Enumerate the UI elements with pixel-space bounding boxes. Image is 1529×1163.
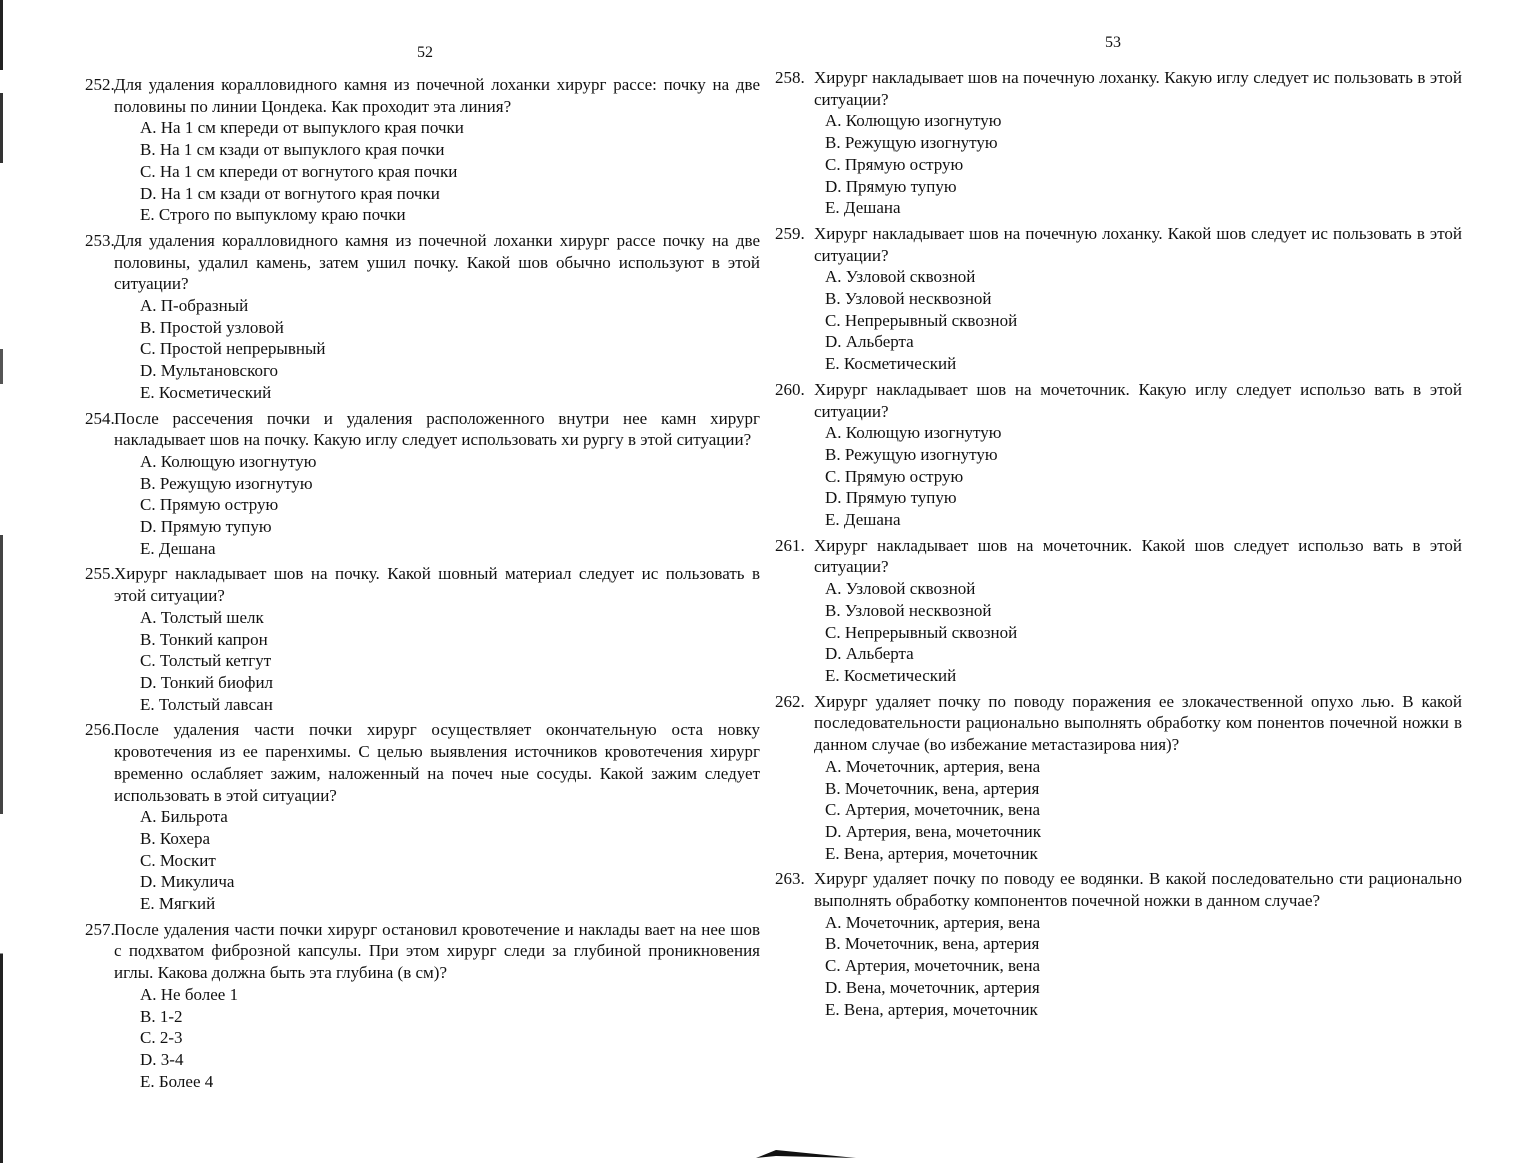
answer-option: E. Строго по выпуклому краю почки xyxy=(140,205,406,225)
answer-option: E. Более 4 xyxy=(140,1071,214,1091)
answer-option: D. Мультановского xyxy=(140,361,279,381)
answer-option: E. Косметический xyxy=(825,354,957,374)
question-260 xyxy=(772,379,1462,531)
question-255 xyxy=(60,563,760,715)
question-number: 259. xyxy=(775,223,805,243)
question-list xyxy=(60,74,760,1096)
question-body: Хирург накладывает шов на почечную лоханку. Какой шов следует ис пользовать в этой ситуации? xyxy=(814,223,1462,265)
question-252 xyxy=(60,74,760,226)
answer-option: D. Прямую тупую xyxy=(825,176,957,196)
question-list xyxy=(772,67,1462,1024)
question-number: 258. xyxy=(775,68,805,87)
question-body: После рассечения почки и удаления расположенного внутри нее камн хирург накладывает шов на почку. Какую иглу следует использовать хи рургу в этой ситуации? xyxy=(114,408,760,450)
question-text xyxy=(60,919,760,984)
answer-option: A. Толстый шелк xyxy=(140,607,264,627)
answer-option: A. Не более 1 xyxy=(140,984,239,1004)
answer-option: D. На 1 см кзади от вогнутого края почки xyxy=(140,183,440,203)
answer-option: B. Узловой несквозной xyxy=(825,289,992,309)
question-number: 257. xyxy=(85,919,115,939)
answer-option: C. Прямую острую xyxy=(825,466,964,486)
answer-option: B. Мочеточник, вена, артерия xyxy=(825,778,1040,798)
scan-edge-shadow xyxy=(0,0,3,1163)
question-body: Для удаления коралловидного камня из почечной лоханки хирург рассе: почку на две половины по линии Цондека. Как проходит эта линия? xyxy=(114,75,760,116)
answer-option: B. Тонкий капрон xyxy=(140,629,268,649)
question-text xyxy=(60,74,760,117)
question-262 xyxy=(772,691,1462,865)
question-text xyxy=(60,230,760,295)
question-body: Хирург накладывает шов на почку. Какой шовный материал следует ис пользовать в этой ситуации? xyxy=(114,564,760,606)
question-number: 255. xyxy=(85,564,115,584)
answer-option: E. Вена, артерия, мочеточник xyxy=(825,999,1038,1019)
question-263 xyxy=(772,868,1462,1020)
answer-option: A. Мочеточник, артерия, вена xyxy=(825,912,1041,932)
page-number: 53 xyxy=(1105,34,1121,51)
question-261 xyxy=(772,535,1462,687)
answer-option: C. На 1 см кпереди от вогнутого края почки xyxy=(140,161,458,181)
answer-option: C. 2-3 xyxy=(140,1028,183,1048)
answer-option: C. Непрерывный сквозной xyxy=(825,310,1018,330)
question-259 xyxy=(772,223,1462,375)
answer-option: E. Дешана xyxy=(825,198,901,218)
question-body: Для удаления коралловидного камня из почечной лоханки хирург рассе почку на две половины, удалил камень, затем ушил почку. Какой шов обычно используют в этой ситуации? xyxy=(114,230,760,294)
answer-option: D. Тонкий биофил xyxy=(140,672,274,692)
question-text xyxy=(60,563,760,606)
question-body: Хирург удаляет почку по поводу ее водянки. В какой последовательно сти рационально выполнять обработку компонентов почечной ножки в данном случае? xyxy=(814,869,1462,911)
answer-option: E. Косметический xyxy=(140,382,272,402)
answer-option: A. Колющую изогнутую xyxy=(140,451,317,471)
question-256 xyxy=(60,719,760,914)
answer-option: D. Микулича xyxy=(140,872,235,892)
answer-option: E. Дешана xyxy=(825,510,901,530)
answer-option: A. Бильрота xyxy=(140,807,228,827)
answer-option: D. Артерия, вена, мочеточник xyxy=(825,821,1042,841)
answer-option: B. Режущую изогнутую xyxy=(825,133,998,153)
answer-option: B. Узловой несквозной xyxy=(825,600,992,620)
answer-option: B. Простой узловой xyxy=(140,317,284,337)
question-body: Хирург удаляет почку по поводу поражения ее злокачественной опухо лью. В какой последовательности рационально выполнять обработку ком понентов почечной ножки в данном случае (во избежание метастазирова ния)? xyxy=(814,691,1462,755)
answer-option: D. 3-4 xyxy=(140,1049,184,1069)
question-number: 254. xyxy=(85,408,115,428)
question-text xyxy=(60,408,760,451)
answer-options xyxy=(60,295,760,404)
answer-option: D. Вена, мочеточник, артерия xyxy=(825,977,1040,997)
answer-option: C. Артерия, мочеточник, вена xyxy=(825,956,1041,976)
answer-option: A. Узловой сквозной xyxy=(825,579,976,599)
question-number: 256. xyxy=(85,720,115,740)
answer-option: E. Косметический xyxy=(825,665,957,685)
answer-option: C. Прямую острую xyxy=(825,154,964,174)
answer-option: C. Непрерывный сквозной xyxy=(825,622,1018,642)
answer-option: B. На 1 см кзади от выпуклого края почки xyxy=(140,140,445,160)
answer-option: D. Альберта xyxy=(825,644,914,664)
answer-option: D. Прямую тупую xyxy=(825,488,957,508)
question-258 xyxy=(772,67,1462,219)
answer-options xyxy=(60,607,760,716)
question-text xyxy=(772,379,1462,422)
answer-option: A. На 1 см кпереди от выпуклого края почки xyxy=(140,118,464,138)
answer-option: C. Простой непрерывный xyxy=(140,339,326,359)
answer-option: B. Кохера xyxy=(140,828,211,848)
question-253 xyxy=(60,230,760,404)
answer-options xyxy=(772,756,1462,865)
question-body: Хирург накладывает шов на почечную лоханку. Какую иглу следует ис пользовать в этой ситуации? xyxy=(814,68,1462,109)
question-number: 263. xyxy=(775,869,805,889)
answer-option: B. 1-2 xyxy=(140,1006,183,1026)
answer-options xyxy=(60,451,760,560)
answer-option: D. Прямую тупую xyxy=(140,517,272,537)
question-text xyxy=(772,868,1462,911)
answer-options xyxy=(772,912,1462,1021)
question-text xyxy=(772,535,1462,578)
answer-option: A. Узловой сквозной xyxy=(825,267,976,287)
question-text xyxy=(772,691,1462,756)
answer-option: B. Режущую изогнутую xyxy=(140,473,313,493)
question-number: 260. xyxy=(775,379,805,399)
question-number: 252. xyxy=(85,75,115,94)
answer-option: B. Режущую изогнутую xyxy=(825,444,998,464)
question-body: После удаления части почки хирург остановил кровотечение и наклады вает на нее шов с подхватом фиброзной капсулы. При этом хирург следи за глубиной проникновения иглы. Какова должна быть эта глубина (в см)? xyxy=(114,919,760,983)
answer-options xyxy=(772,110,1462,219)
answer-option: C. Прямую острую xyxy=(140,495,279,515)
answer-option: C. Артерия, мочеточник, вена xyxy=(825,800,1041,820)
answer-option: E. Дешана xyxy=(140,538,216,558)
answer-options xyxy=(772,422,1462,531)
question-254 xyxy=(60,408,760,560)
answer-option: E. Вена, артерия, мочеточник xyxy=(825,843,1038,863)
question-text xyxy=(60,719,760,806)
question-257 xyxy=(60,919,760,1093)
question-number: 262. xyxy=(775,691,805,711)
answer-option: E. Толстый лавсан xyxy=(140,694,273,714)
question-text xyxy=(772,67,1462,110)
answer-options xyxy=(60,984,760,1093)
answer-option: D. Альберта xyxy=(825,332,914,352)
binding-shadow-mark xyxy=(756,1146,856,1160)
answer-option: A. Колющую изогнутую xyxy=(825,111,1002,131)
answer-option: B. Мочеточник, вена, артерия xyxy=(825,934,1040,954)
question-body: Хирург накладывает шов на мочеточник. Какую иглу следует использо вать в этой ситуации? xyxy=(814,379,1462,421)
answer-option: A. Мочеточник, артерия, вена xyxy=(825,756,1041,776)
answer-option: C. Москит xyxy=(140,850,216,870)
answer-options xyxy=(60,117,760,226)
answer-option: A. П-образный xyxy=(140,296,249,316)
question-number: 261. xyxy=(775,535,805,555)
answer-option: C. Толстый кетгут xyxy=(140,651,272,671)
answer-options xyxy=(60,806,760,915)
page-number: 52 xyxy=(417,44,433,61)
question-text xyxy=(772,223,1462,266)
question-body: После удаления части почки хирург осуществляет окончательную оста новку кровотечения из ее паренхимы. С целью выявления источников кровотечения хирург временно ослабляет зажим, наложенный на почеч ные сосуды. Какой зажим следует использовать в этой ситуации? xyxy=(114,720,760,805)
answer-options xyxy=(772,578,1462,687)
question-body: Хирург накладывает шов на мочеточник. Какой шов следует использо вать в этой ситуации? xyxy=(814,535,1462,577)
answer-option: E. Мягкий xyxy=(140,894,216,914)
question-number: 253. xyxy=(85,230,115,250)
answer-option: A. Колющую изогнутую xyxy=(825,423,1002,443)
answer-options xyxy=(772,266,1462,375)
